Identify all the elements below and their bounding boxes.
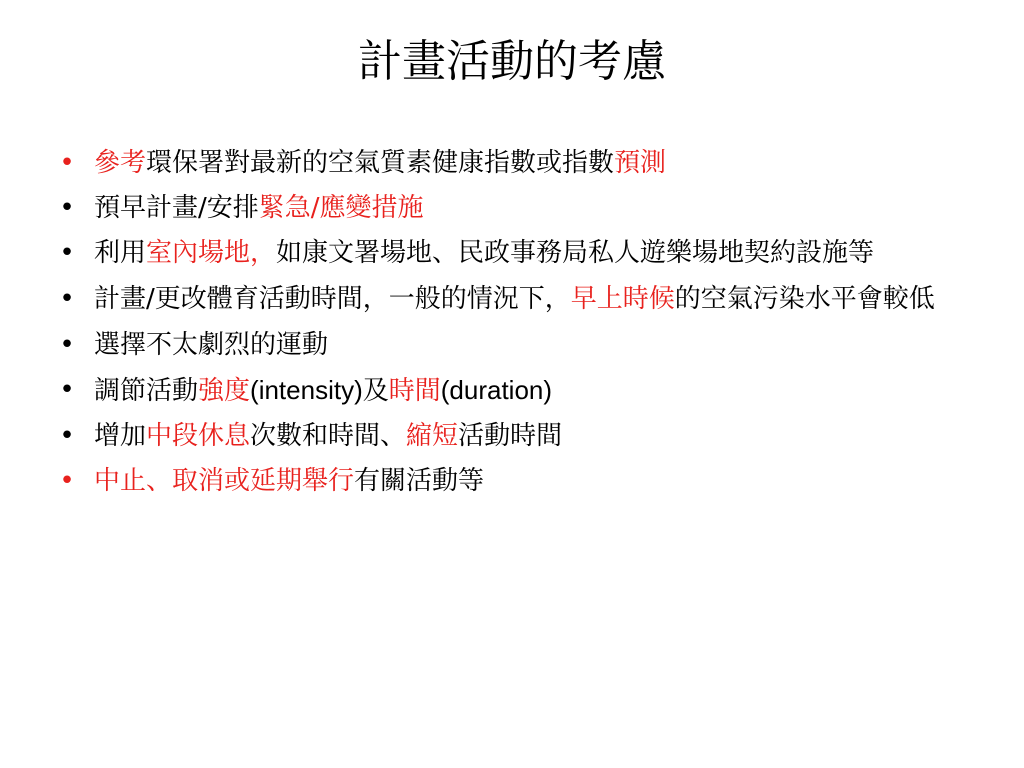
text-segment: 有關活動等 [354,466,485,496]
text-segment: 環保署對最新的空氣質素健康指數或指數 [146,148,615,178]
text-segment: 計畫/更改體育活動時間，一般的情況下， [94,284,571,314]
bullet-item-3 [57,236,1002,270]
text-segment: 選擇不太劇烈的運動 [94,330,329,360]
text-segment: 次數和時間、 [250,421,407,451]
bullet-item-4 [57,282,1002,316]
text-segment: (duration) [440,375,553,405]
bullet-item-6 [57,373,1002,408]
bullet-dot: • [59,238,75,268]
text-segment: 如康文署場地、民政事務局私人遊樂場地契約設施等 [276,238,875,268]
text-segment: (intensity) [250,375,363,405]
bullet-item-8 [57,464,1002,498]
text-segment: 中段休息 [146,421,251,451]
text-segment: 緊急/應變措施 [258,193,424,223]
bullet-item-2 [57,191,1002,225]
text-segment: 增加 [94,421,147,451]
text-segment: 參考 [94,148,147,178]
text-segment: 調節活動 [94,376,199,406]
bullet-item-5 [57,328,1002,362]
slide-title: 計畫活動的考慮 [358,36,666,87]
text-segment: 利用 [94,238,147,268]
text-segment: 預測 [614,148,667,178]
bullet-item-7 [57,419,1002,453]
bullet-dot: • [59,466,75,496]
text-segment: 及 [362,376,389,406]
bullet-dot: • [59,284,75,314]
bullet-item-1 [57,146,1002,180]
text-segment: 的空氣污染水平會較低 [674,284,935,314]
text-segment: 早上時候 [570,284,675,314]
bullet-dot: • [59,193,75,223]
bullet-dot: • [59,330,75,360]
text-segment: 縮短 [406,421,459,451]
bullet-dot: • [59,421,75,451]
text-segment: 強度 [198,376,251,406]
text-segment: 預早計畫/安排 [94,193,259,223]
text-segment: 室內場地， [146,238,277,268]
text-segment: 活動時間 [458,421,563,451]
text-segment: 中止、取消或延期舉行 [94,466,355,496]
bullet-list [57,146,1002,509]
bullet-dot: • [59,148,75,178]
bullet-dot: • [59,375,75,405]
text-segment: 時間 [388,376,441,406]
